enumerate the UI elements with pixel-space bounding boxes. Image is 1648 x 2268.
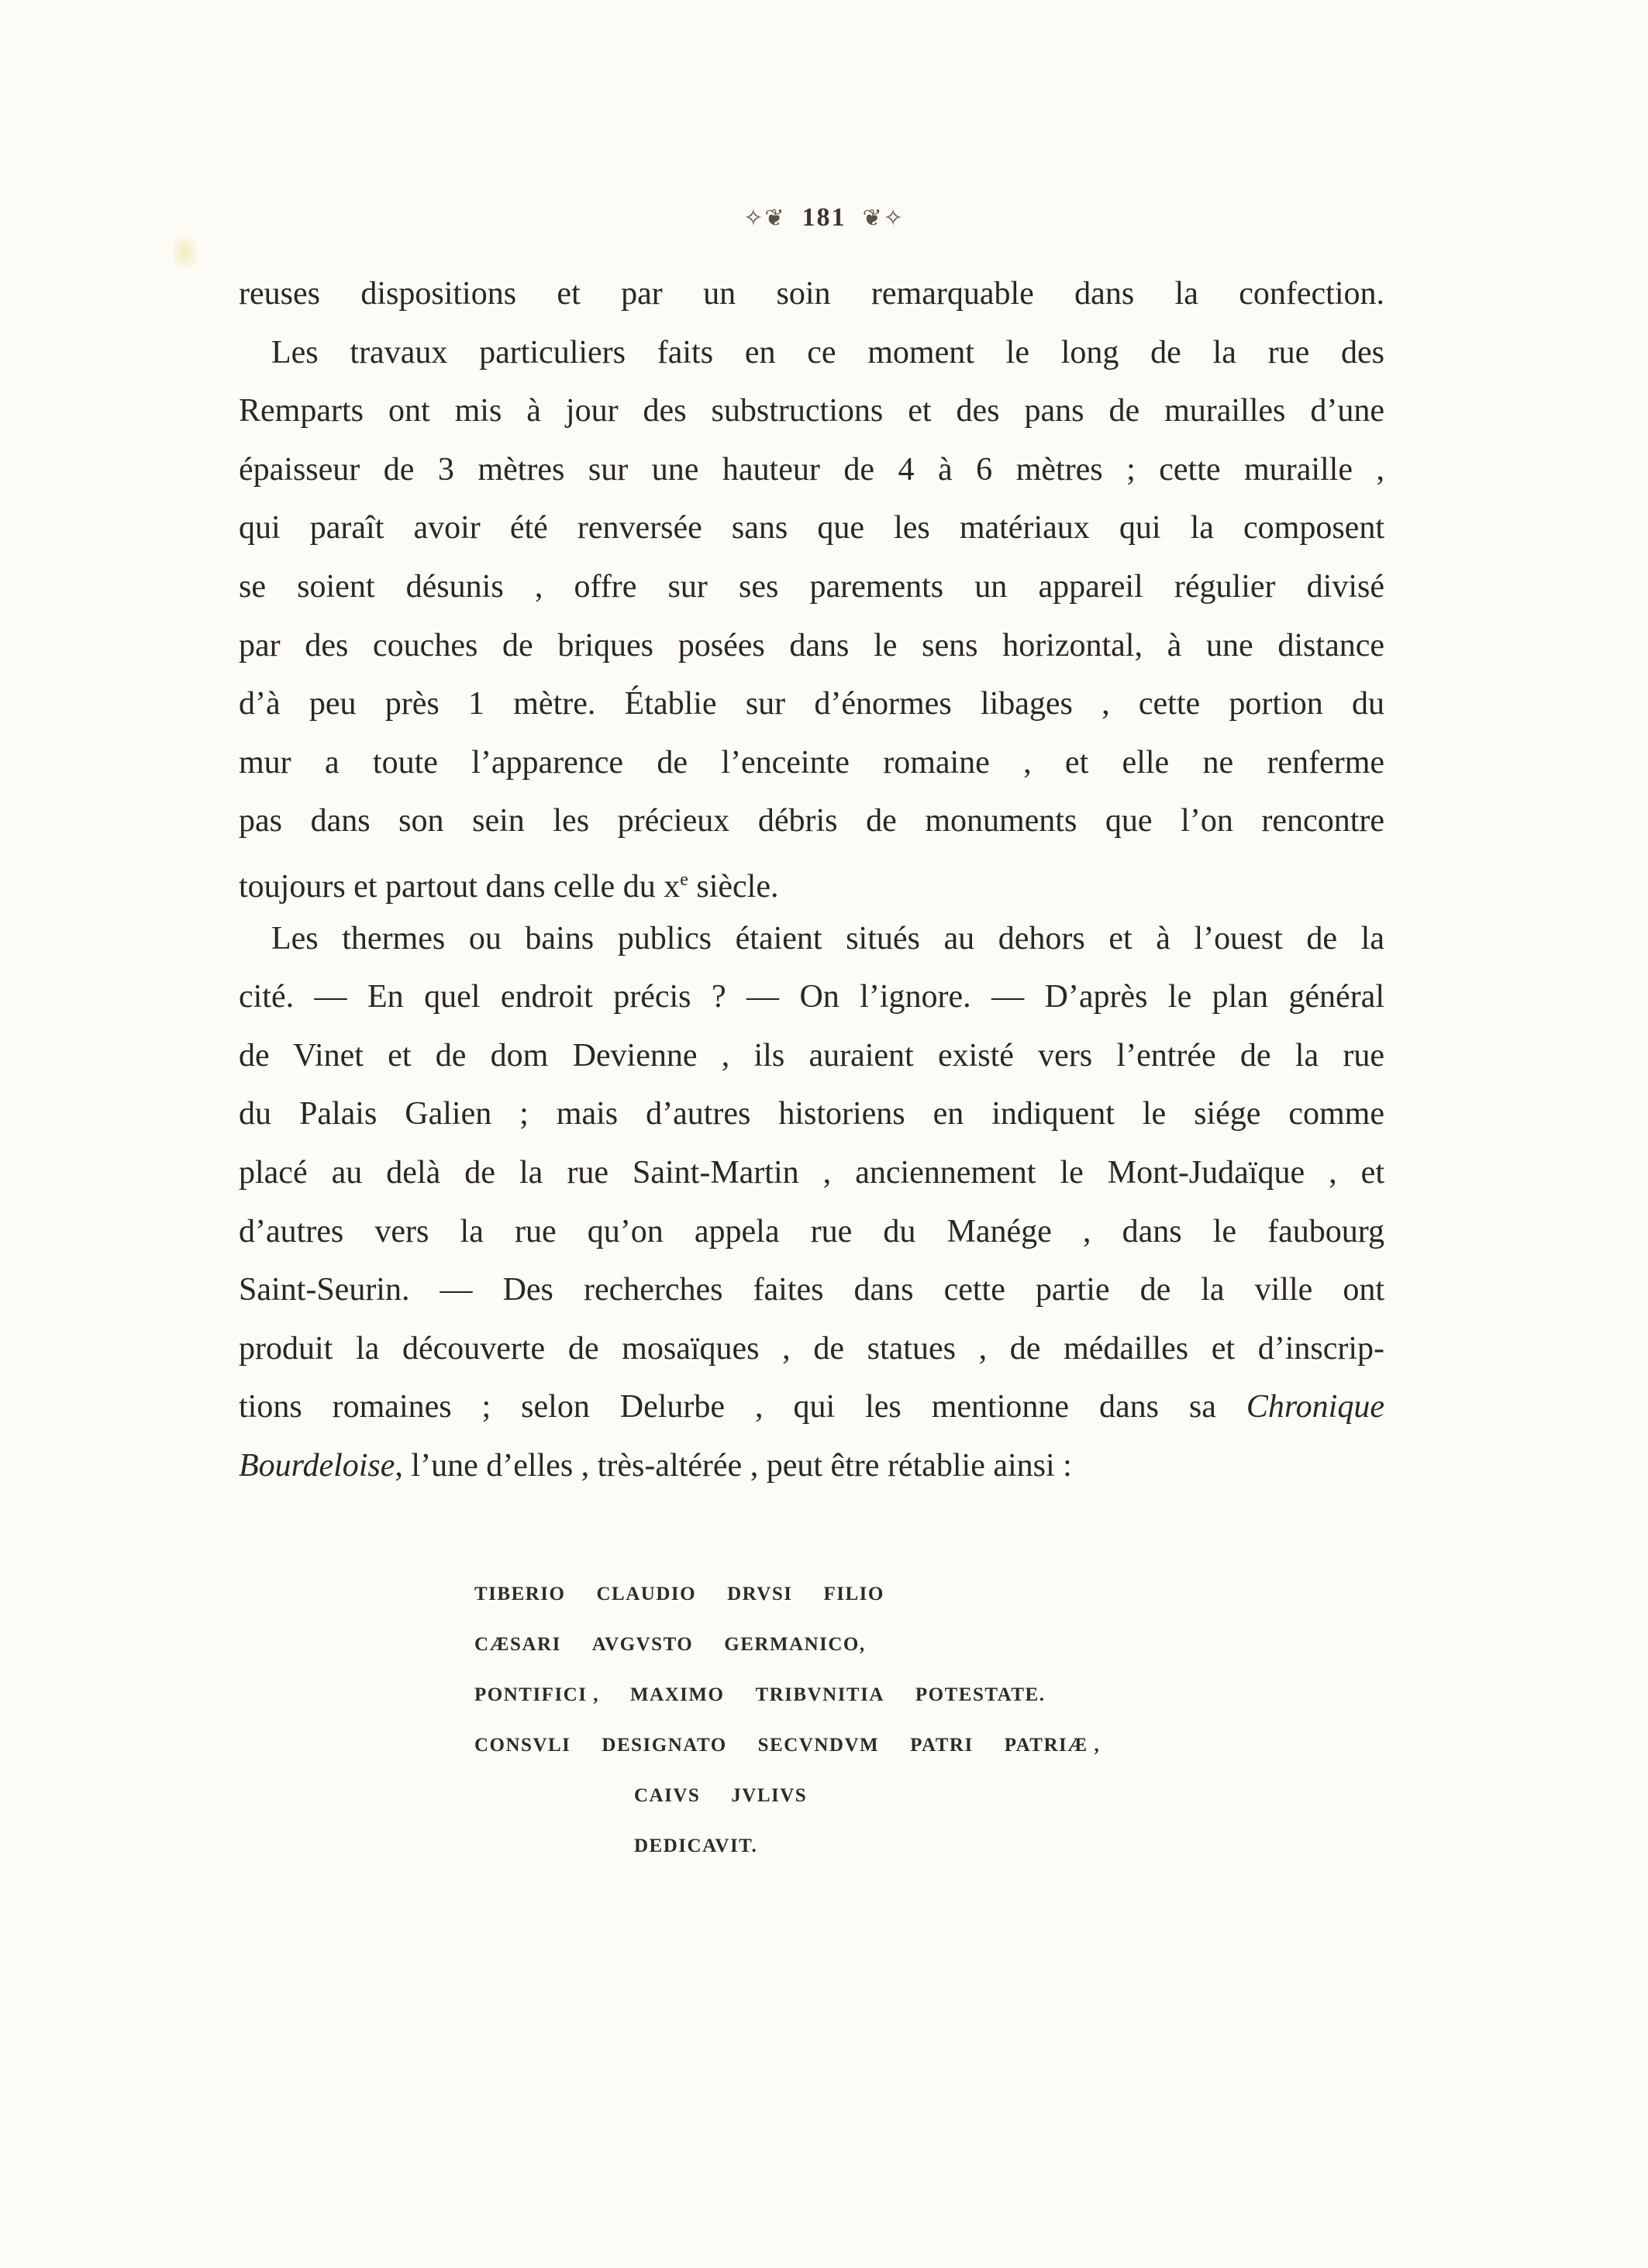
text-line: Les thermes ou bains publics étaient situés au dehors et à l’ouest de la bbox=[271, 920, 1384, 956]
italic-title: Chronique bbox=[1246, 1389, 1384, 1425]
inscription-line: CONSVLI DESIGNATO SECVNDVM PATRI PATRIÆ , bbox=[474, 1735, 1101, 1756]
text-line: Les travaux particuliers faits en ce moment le long de la rue des bbox=[271, 334, 1384, 371]
text-line: cité. — En quel endroit précis ? — On l’ignore. — D’après le plan général bbox=[239, 979, 1384, 1015]
text-line: produit la découverte de mosaïques , de statues , de médailles et d’inscrip- bbox=[239, 1330, 1384, 1367]
text-line: tions romaines ; selon Delurbe , qui les mentionne dans sa Chronique bbox=[239, 1389, 1384, 1425]
text-line: toujours et partout dans celle du $x^e$ siècle. bbox=[239, 868, 779, 905]
inscription-line: PONTIFICI , MAXIMO TRIBVNITIA POTESTATE. bbox=[474, 1684, 1046, 1705]
text-line: pas dans son sein les précieux débris de monuments que l’on rencontre bbox=[239, 803, 1384, 839]
text-line: du Palais Galien ; mais d’autres historiens en indiquent le siége comme bbox=[239, 1096, 1384, 1132]
inscription-line: CÆSARI AVGVSTO GERMANICO, bbox=[474, 1634, 866, 1655]
inscription-line: CAIVS JVLIVS bbox=[634, 1785, 808, 1806]
text-line: mur a toute l’apparence de l’enceinte romaine , et elle ne renferme bbox=[239, 744, 1384, 781]
text-line: placé au delà de la rue Saint-Martin , anciennement le Mont-Judaïque , et bbox=[239, 1154, 1384, 1191]
text-line: d’à peu près 1 mètre. Établie sur d’énormes libages , cette portion du bbox=[239, 686, 1384, 722]
ornament-left-icon: ✧❦ bbox=[743, 205, 786, 231]
text-line: épaisseur de 3 mètres sur une hauteur de 4 à 6 mètres ; cette muraille , bbox=[239, 451, 1384, 488]
text-line: Bourdeloise, l’une d’elles , très-altérée , peut être rétablie ainsi : bbox=[239, 1447, 1072, 1484]
text-line: d’autres vers la rue qu’on appela rue du Manége , dans le faubourg bbox=[239, 1213, 1384, 1249]
ornament-right-icon: ❦✧ bbox=[862, 205, 905, 231]
page-number: 181 bbox=[802, 203, 846, 232]
latin-inscription bbox=[474, 1569, 1234, 1871]
text-line: de Vinet et de dom Devienne , ils auraient existé vers l’entrée de la rue bbox=[239, 1037, 1384, 1074]
text-line: qui paraît avoir été renversée sans que les matériaux qui la composent bbox=[239, 510, 1384, 546]
paper-stain bbox=[174, 237, 197, 268]
inscription-line: DEDICAVIT. bbox=[634, 1835, 758, 1856]
text-line: par des couches de briques posées dans le sens horizontal, à une distance bbox=[239, 627, 1384, 664]
text-line: Saint-Seurin. — Des recherches faites dans cette partie de la ville ont bbox=[239, 1272, 1384, 1308]
body-text bbox=[239, 265, 1384, 1495]
page-number-header bbox=[0, 203, 1648, 233]
inscription-line: TIBERIO CLAUDIO DRVSI FILIO bbox=[474, 1584, 884, 1604]
text-line: Remparts ont mis à jour des substructions et des pans de murailles d’une bbox=[239, 393, 1384, 429]
text-line: se soient désunis , offre sur ses parements un appareil régulier divisé bbox=[239, 568, 1384, 605]
italic-title: Bourdeloise bbox=[239, 1447, 395, 1484]
text-line: reuses dispositions et par un soin remarquable dans la confection. bbox=[239, 276, 1384, 312]
